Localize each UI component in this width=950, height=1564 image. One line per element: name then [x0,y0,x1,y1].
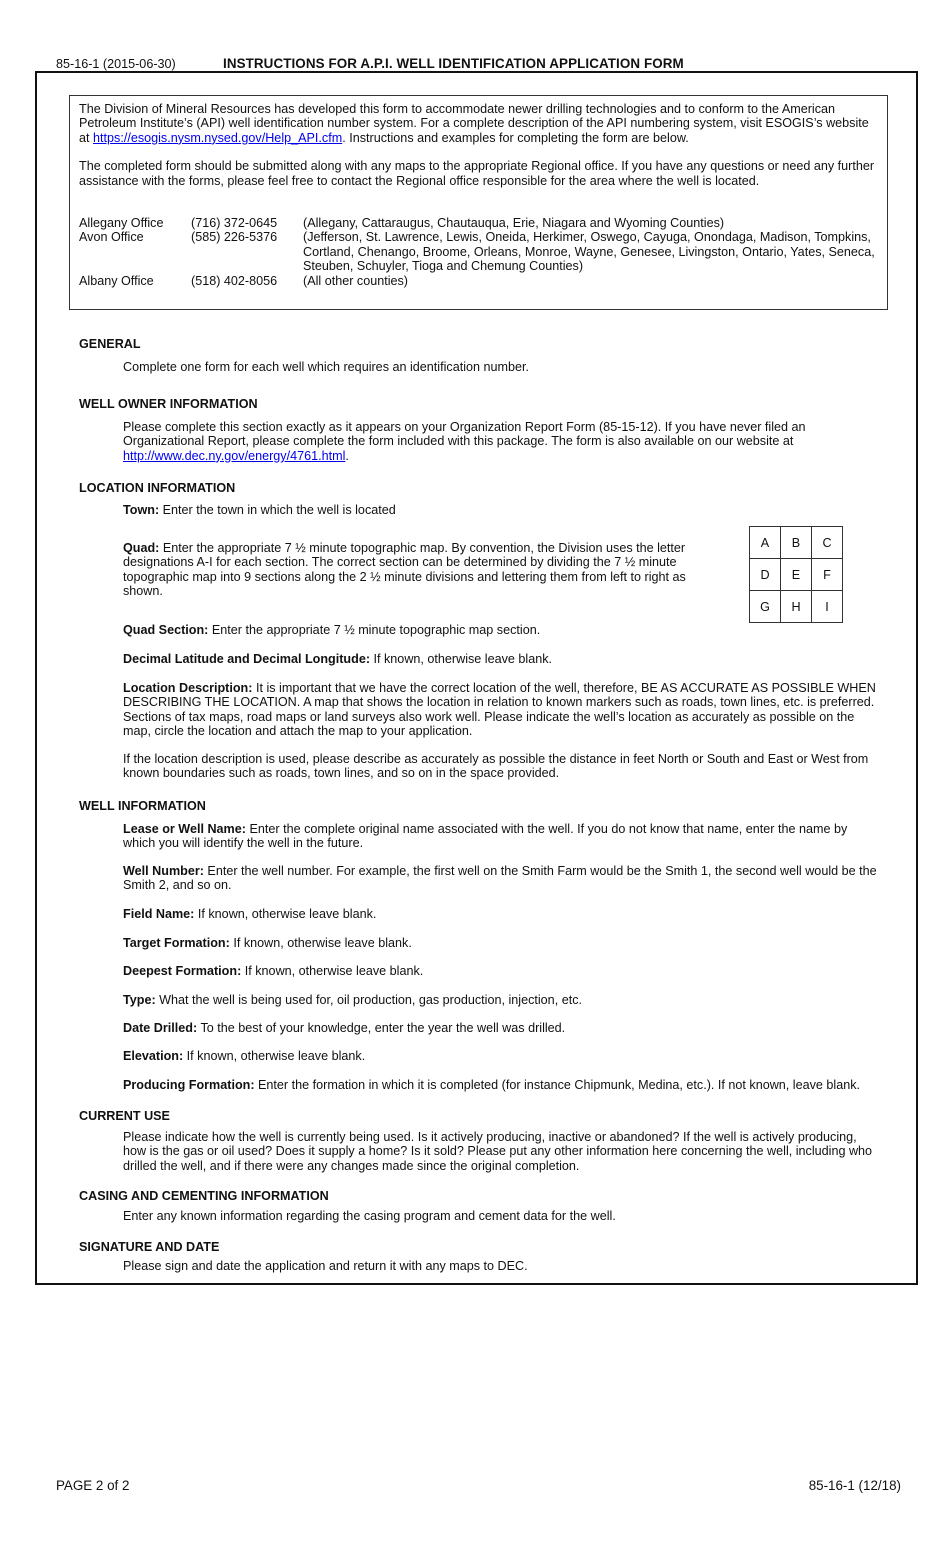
elevation-label: Elevation: [123,1049,184,1063]
field-name-text: If known, otherwise leave blank. [194,907,377,921]
dec-website-link[interactable]: http://www.dec.ny.gov/energy/4761.html [123,448,346,463]
current-use-heading: CURRENT USE [79,1109,170,1123]
grid-cell: F [812,559,843,591]
grid-cell: I [812,591,843,623]
deepest-formation-text: If known, otherwise leave blank. [241,964,424,978]
target-formation-text: If known, otherwise leave blank. [229,936,412,950]
type-text: What the well is being used for, oil production, gas production, injection, etc. [155,993,582,1007]
deepest-formation-instruction [123,964,878,978]
well-number-instruction [123,864,878,893]
field-name-instruction [123,907,878,921]
target-formation-instruction [123,936,878,950]
intro-text-end: . Instructions and examples for completing the form are below. [342,130,689,145]
grid-cell: E [781,559,812,591]
well-number-text: Enter the well number. For example, the first well on the Smith Farm would be the Smith 1, the second well would be the Smith 2, and so on. [123,864,877,893]
esogis-link[interactable]: https://esogis.nysm.nysed.gov/Help_API.cfm [93,130,343,145]
elevation-text: If known, otherwise leave blank. [183,1049,366,1063]
intro-box [69,95,888,310]
location-description-text: It is important that we have the correct location of the well, therefore, BE AS ACCURATE AS POSSIBLE WHEN DESCRIBING THE LOCATION. A map that shows the location in relation to known markers such as roads, town lines, etc. is preferred. Sections of tax maps, road maps or land surveys also work well. Please indicate the well’s location as accurately as possible on the map, circle the location and attach the map to your application. [123,681,876,739]
footer-form-code: 85-16-1 (12/18) [808,1478,901,1493]
town-label: Town: [123,503,160,517]
general-heading: GENERAL [79,337,141,351]
signature-heading: SIGNATURE AND DATE [79,1240,220,1254]
lease-instruction [123,822,878,851]
date-drilled-text: To the best of your knowledge, enter the year the well was drilled. [197,1021,566,1035]
quad-section-grid [749,526,843,623]
office-row [79,230,879,273]
casing-heading: CASING AND CEMENTING INFORMATION [79,1189,329,1203]
office-phone: (585) 226-5376 [191,230,278,245]
grid-cell: B [781,527,812,559]
owner-text [123,420,878,463]
town-instruction [123,503,878,517]
office-name: Avon Office [79,230,144,245]
location-description-note: If the location description is used, please describe as accurately as possible the distance in feet North or South and East or West from known boundaries such as roads, town lines, and so on in the space provided. [123,752,869,781]
date-drilled-instruction [123,1021,878,1035]
latlon-instruction [123,652,878,666]
grid-cell: A [750,527,781,559]
lease-label: Lease or Well Name: [123,822,246,836]
lease-text: Enter the complete original name associated with the well. If you do not know that name, enter the name by which you will identify the well in the future. [123,822,848,851]
well-number-label: Well Number: [123,864,204,878]
intro-text: The Division of Mineral Resources has developed this form to accommodate newer drilling technologies and to conform to the American Petroleum Institute’s (API) well identification number system. For a complete description of the API numbering system, visit ESOGIS’s website at [79,102,869,145]
office-name: Allegany Office [79,216,164,230]
owner-heading: WELL OWNER INFORMATION [79,397,258,411]
elevation-instruction [123,1049,878,1063]
grid-cell: D [750,559,781,591]
producing-formation-instruction [123,1078,878,1092]
regional-offices [79,216,879,288]
town-text: Enter the town in which the well is located [159,503,396,517]
date-drilled-label: Date Drilled: [123,1021,198,1035]
grid-cell: H [781,591,812,623]
quad-instruction [123,541,728,599]
office-counties: (Jefferson, St. Lawrence, Lewis, Oneida, Herkimer, Oswego, Cayuga, Onondaga, Madison, Tompkins, Cortland, Chenango, Broome, Orleans, Monroe, Wayne, Genesee, Livingston, Ontario, Yates, Seneca, Steuben, Schuyler, Tioga and Chemung Counties) [303,230,875,274]
office-phone: (518) 402-8056 [191,273,278,288]
location-description-instruction [123,681,878,739]
location-heading: LOCATION INFORMATION [79,481,236,495]
intro-paragraph-1 [79,102,878,145]
owner-text-end: . [345,448,349,463]
field-name-label: Field Name: [123,907,195,921]
grid-cell: C [812,527,843,559]
office-row [79,274,879,288]
owner-text-body: Please complete this section exactly as it appears on your Organization Report Form (85-15-12). If you have never filed an Organizational Report, please complete the form included with this package. The form is also available on our website at [123,420,806,449]
target-formation-label: Target Formation: [123,936,230,950]
latlon-text: If known, otherwise leave blank. [370,652,553,666]
signature-text: Please sign and date the application and return it with any maps to DEC. [123,1259,528,1273]
type-instruction [123,993,878,1007]
intro-paragraph-2: The completed form should be submitted along with any maps to the appropriate Regional office. If you have any questions or need any further assistance with the forms, please feel free to contact the Regional office responsible for the area where the well is located. [79,159,875,188]
quad-section-instruction [123,623,878,637]
form-code: 85-16-1 (2015-06-30) [56,57,176,71]
casing-text: Enter any known information regarding the casing program and cement data for the well. [123,1209,616,1223]
deepest-formation-label: Deepest Formation: [123,964,242,978]
latlon-label: Decimal Latitude and Decimal Longitude: [123,652,371,666]
producing-formation-text: Enter the formation in which it is completed (for instance Chipmunk, Medina, etc.). If not known, leave blank. [254,1078,861,1092]
producing-formation-label: Producing Formation: [123,1078,255,1092]
quad-section-text: Enter the appropriate 7 ½ minute topographic map section. [208,623,541,637]
office-counties: (Allegany, Cattaraugus, Chautauqua, Erie, Niagara and Wyoming Counties) [303,216,725,230]
office-name: Albany Office [79,273,154,288]
grid-cell: G [750,591,781,623]
general-text: Complete one form for each well which requires an identification number. [123,360,530,374]
page-title: INSTRUCTIONS FOR A.P.I. WELL IDENTIFICATION APPLICATION FORM [223,56,684,71]
office-row [79,216,879,230]
type-label: Type: [123,993,156,1007]
quad-text: Enter the appropriate 7 ½ minute topographic map. By convention, the Division uses the letter designations A-I for each section. The correct section can be determined by dividing the 7 ½ minute topographic map into 9 sections along the 2 ½ minute divisions and lettering them from left to right as shown. [123,541,686,599]
page-number: PAGE 2 of 2 [56,1478,130,1493]
current-use-text: Please indicate how the well is currently being used. Is it actively producing, inactive or abandoned? If the well is actively producing, how is the gas or oil used? Does it supply a home? Is it sold? Please put any other information here concerning the well, including who drilled the well, and if there were any changes made since the original completion. [123,1130,873,1173]
location-description-label: Location Description: [123,681,253,695]
well-info-heading: WELL INFORMATION [79,799,206,813]
office-phone: (716) 372-0645 [191,216,278,230]
office-counties: (All other counties) [303,273,408,288]
quad-label: Quad: [123,541,160,555]
quad-section-label: Quad Section: [123,623,209,637]
